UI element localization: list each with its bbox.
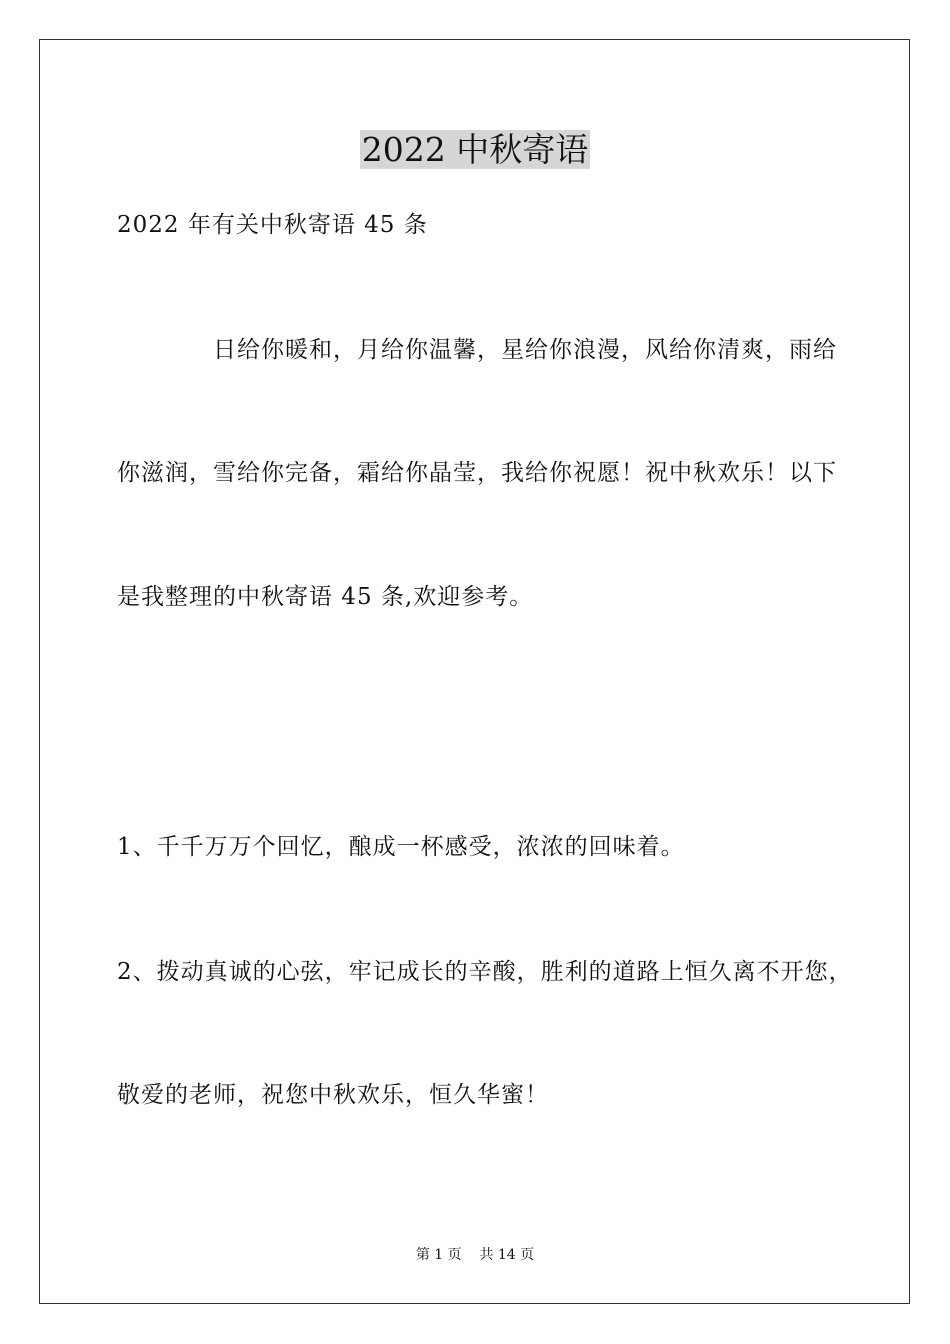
list-item-2: 2、拨动真诚的心弦，牢记成长的辛酸，胜利的道路上恒久离不开您，	[117, 959, 853, 985]
document-title-text: 2022 中秋寄语	[361, 130, 589, 169]
list-item-2-continued: 敬爱的老师，祝您中秋欢乐，恒久华蜜！	[117, 1082, 549, 1108]
intro-line-1: 日给你暖和，月给你温馨，星给你浪漫，风给你清爽，雨给	[213, 337, 837, 363]
list-item-1: 1、千千万万个回忆，酿成一杯感受，浓浓的回味着。	[117, 834, 685, 860]
intro-line-3: 是我整理的中秋寄语 45 条,欢迎参考。	[117, 584, 534, 610]
document-subtitle: 2022 年有关中秋寄语 45 条	[117, 212, 428, 238]
page-footer: 第 1 页 共 14 页	[415, 1247, 535, 1263]
intro-line-2: 你滋润，雪给你完备，霜给你晶莹，我给你祝愿！祝中秋欢乐！以下	[117, 460, 837, 486]
document-title	[0, 128, 950, 172]
